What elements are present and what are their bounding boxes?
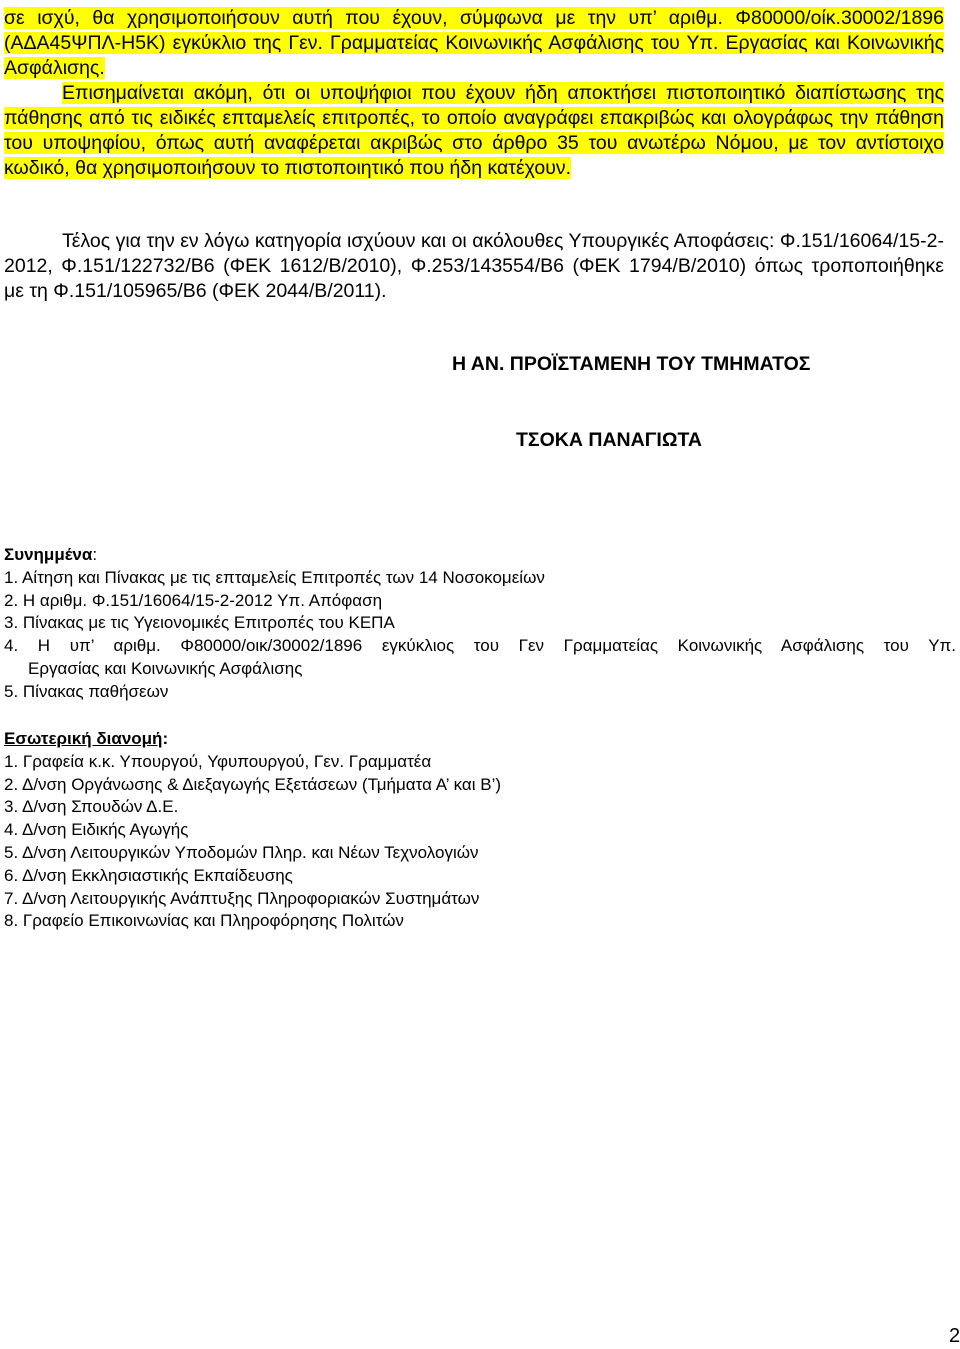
distribution-list	[4, 728, 956, 933]
list-item: 4. Η υπ’ αριθμ. Φ80000/οικ/30002/1896 εγκύκλιος του Γεν Γραμματείας Κοινωνικής Ασφάλισης του Υπ.	[4, 636, 956, 656]
attachments-list	[4, 544, 956, 704]
paragraph-decisions	[4, 229, 944, 304]
list-item: 3. Δ/νση Σπουδών Δ.Ε.	[4, 797, 179, 817]
distribution-heading: Εσωτερική διανομή:	[4, 729, 169, 748]
signature-title: Η ΑΝ. ΠΡΟΪΣΤΑΜΕΝΗ ΤΟΥ ΤΜΗΜΑΤΟΣ	[452, 353, 811, 375]
list-item: 4. Δ/νση Ειδικής Αγωγής	[4, 820, 189, 840]
highlighted-text-intro: σε ισχύ, θα χρησιμοποιήσουν αυτή που έχουν, σύμφωνα με την υπ’ αριθμ. Φ80000/οίκ.30002/1896 (ΑΔΑ45ΨΠΛ-Η5Κ) εγκύκλιο της Γεν. Γραμματείας Κοινωνικής Ασφάλισης του Υπ. Εργασίας και Κοινωνικής Ασφάλισης.	[4, 7, 944, 79]
paragraph-top	[4, 6, 944, 181]
decisions-text: Τέλος για την εν λόγω κατηγορία ισχύουν και οι ακόλουθες Υπουργικές Αποφάσεις: Φ.151/16064/15-2-2012, Φ.151/122732/Β6 (ΦΕΚ 1612/Β/2010), Φ.253/143554/Β6 (ΦΕΚ 1794/Β/2010) όπως τροποποιήθηκε με τη Φ.151/105965/Β6 (ΦΕΚ 2044/Β/2011).	[4, 230, 944, 302]
page-number: 2	[949, 1325, 960, 1347]
list-item: 3. Πίνακας με τις Υγειονομικές Επιτροπές του ΚΕΠΑ	[4, 613, 395, 633]
list-item: 8. Γραφείο Επικοινωνίας και Πληροφόρησης Πολιτών	[4, 911, 404, 931]
attachments-heading: Συνημμένα:	[4, 545, 98, 564]
list-item: 1. Αίτηση και Πίνακας με τις επταμελείς Επιτροπές των 14 Νοσοκομείων	[4, 567, 545, 587]
list-item: 6. Δ/νση Εκκλησιαστικής Εκπαίδευσης	[4, 865, 293, 885]
highlighted-text-notice: Επισημαίνεται ακόμη, ότι οι υποψήφιοι που έχουν ήδη αποκτήσει πιστοποιητικό διαπίστωσης της πάθησης από τις ειδικές επταμελείς επιτροπές, το οποίο αναγράφει επακριβώς και ολογράφως την πάθηση του υποψηφίου, όπως αυτή αναφέρεται ακριβώς στο άρθρο 35 του ανωτέρω Νόμου, με τον αντίστοιχο κωδικό, θα χρησιμοποιήσουν το πιστοποιητικό που ήδη κατέχουν.	[4, 82, 944, 179]
list-item: 5. Πίνακας παθήσεων	[4, 681, 169, 701]
list-item-continuation: Εργασίας και Κοινωνικής Ασφάλισης	[28, 658, 303, 678]
list-item: 2. Η αριθμ. Φ.151/16064/15-2-2012 Υπ. Απόφαση	[4, 590, 383, 610]
signature-name: ΤΣΟΚΑ ΠΑΝΑΓΙΩΤΑ	[516, 429, 703, 451]
list-item: 1. Γραφεία κ.κ. Υπουργού, Υφυπουργού, Γεν. Γραμματέα	[4, 751, 432, 771]
list-item: 5. Δ/νση Λειτουργικών Υποδομών Πληρ. και Νέων Τεχνολογιών	[4, 842, 479, 862]
list-item: 7. Δ/νση Λειτουργικής Ανάπτυξης Πληροφοριακών Συστημάτων	[4, 888, 480, 908]
list-item: 2. Δ/νση Οργάνωσης & Διεξαγωγής Εξετάσεων (Τμήματα Α’ και Β’)	[4, 774, 502, 794]
